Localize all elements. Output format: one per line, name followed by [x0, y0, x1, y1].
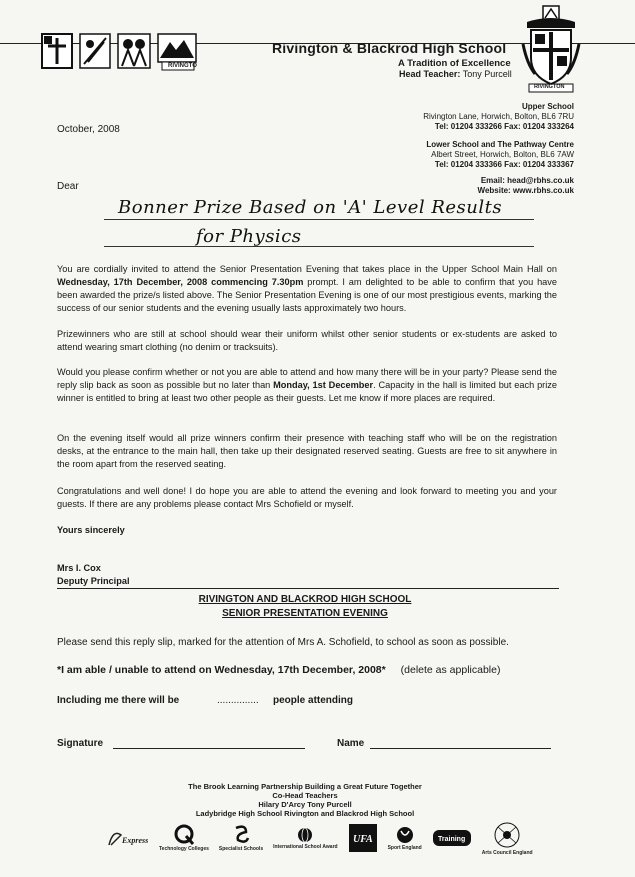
name-label: Name [337, 738, 365, 749]
invitation-text-b: prompt. I am delighted to be able to confirm that you have been awarded the prize/s listed above. The Senior Presentation Evening is one of our most prestigious events, marking the success of our senior students and the evening usually lasts approximately two hours. [57, 277, 557, 313]
training-logo-text: Training [437, 836, 465, 843]
handwritten-prize-line1: Bonner Prize Based on 'A' Level Results [118, 197, 503, 218]
prize-underline-1 [104, 219, 534, 220]
head-teacher [399, 69, 512, 79]
partner-specialist-schools [219, 824, 263, 852]
slip-title-event: SENIOR PRESENTATION EVENING [222, 608, 388, 619]
lower-school-address: Albert Street, Horwich, Bolton, BL6 7AW [431, 150, 574, 159]
reply-slip-divider [57, 588, 559, 589]
partner-ufa [348, 823, 378, 853]
paragraph-invitation [57, 263, 557, 315]
partner-arts-council [482, 820, 533, 856]
guests-label: Including me there will be [57, 695, 180, 706]
confirm-text-a: Would you please confirm whether or not you are able to attend and how many there will be in your party? Please send the reply slip back as soon as possible but no later than [57, 367, 557, 390]
name-field[interactable] [370, 748, 551, 749]
paragraph-congratulations: Congratulations and well done! I do hope you are able to attend the evening and look forward to meeting you and your guests. If there are any problems please contact Mrs Schofield or myself. [57, 486, 557, 509]
lower-school-tel: Tel: 01204 333366 Fax: 01204 333367 [434, 160, 574, 169]
arts-council-icon [490, 820, 524, 850]
shield-logo-icon [40, 32, 74, 72]
prize-underline-2 [104, 246, 534, 247]
partner-international-award [273, 826, 337, 850]
express-logo-text: Express [122, 836, 149, 845]
footer-partnership [0, 782, 610, 818]
partner-label-arts: Arts Council England [481, 850, 533, 856]
technology-colleges-icon [171, 824, 197, 846]
school-website: Website: www.rbhs.co.uk [477, 186, 574, 195]
closing: Yours sincerely [57, 525, 125, 535]
school-crest [521, 4, 581, 94]
partner-training [432, 827, 472, 849]
specialist-schools-icon [226, 824, 256, 846]
quill-logo-icon [78, 32, 112, 72]
upper-school-address: Rivington Lane, Horwich, Bolton, BL6 7RU [423, 112, 574, 121]
footer-line-coheads: Co-Head Teachers [272, 791, 338, 800]
footer-line-names: Hilary D'Arcy Tony Purcell [258, 800, 352, 809]
upper-school-heading: Upper School [521, 102, 574, 111]
school-name: Rivington & Blackrod High School [272, 40, 507, 56]
signature-field[interactable] [113, 748, 305, 749]
paragraph-evening: On the evening itself would all prize winners confirm their presence with teaching staff who will be on the registration desks, at the entrance to the main hall, then take up their designated reserved seating. Guests are free to sit anywhere in the room apart from the reserved seating. [57, 433, 557, 469]
rivington-logo [156, 32, 198, 76]
footer-line-schools: Ladybridge High School Rivington and Blackrod High School [195, 809, 415, 818]
invitation-text-a: You are cordially invited to attend the Senior Presentation Evening that takes place in the Upper School Main Hall on [57, 264, 557, 274]
paragraph-dress-code: Prizewinners who are still at school should wear their uniform whilst other senior students or ex-students are asked to attend wearing smart clothing (no denim or tracksuits). [57, 329, 557, 352]
attendance-line [57, 664, 500, 676]
training-logo-icon [432, 827, 472, 849]
partner-label-specialist: Specialist Schools [218, 846, 264, 852]
partner-sport-england [388, 825, 422, 851]
school-email: Email: head@rbhs.co.uk [480, 176, 574, 185]
partner-logos [105, 820, 533, 856]
address-block [423, 102, 574, 196]
signatory-title: Deputy Principal [57, 576, 130, 586]
partner-technology-colleges [159, 824, 209, 852]
express-logo-icon [105, 827, 149, 849]
signatory-name: Mrs I. Cox [57, 563, 101, 573]
crest-caption: RIVINGTON [534, 84, 565, 90]
signature-label: Signature [57, 738, 104, 749]
letter-date: October, 2008 [57, 124, 120, 135]
upper-school-tel: Tel: 01204 333266 Fax: 01204 333264 [434, 122, 574, 131]
crest-icon [521, 4, 581, 94]
head-teacher-label: Head Teacher: [399, 69, 461, 79]
confirm-text-b: . Capacity in the hall is limited but each prize winner is entitled to bring at least two other people as their guests. Let me know if more places are required. [57, 380, 557, 403]
confirm-deadline: Monday, 1st December [273, 380, 374, 390]
slip-title-school: RIVINGTON AND BLACKROD HIGH SCHOOL [198, 594, 412, 605]
partner-label-international: International School Award [273, 844, 338, 850]
attendance-statement: *I am able / unable to attend on Wednesday, 17th December, 2008* [57, 664, 386, 676]
partner-label-sport: Sport England [387, 845, 422, 851]
school-tagline: A Tradition of Excellence [398, 58, 511, 69]
attendance-note: (delete as applicable) [400, 664, 501, 676]
partner-express [105, 827, 149, 849]
figures-logo-icon [116, 32, 152, 72]
salutation: Dear [57, 181, 79, 192]
ufa-logo-text: UFA [352, 834, 373, 845]
handwritten-prize-line2: for Physics [196, 226, 302, 247]
header-logos [40, 32, 198, 76]
ufa-logo-icon [348, 823, 378, 853]
invitation-date: Wednesday, 17th December, 2008 commencing 7.30pm [57, 277, 304, 287]
guests-count-field[interactable]: ............... [217, 695, 259, 706]
head-teacher-name: Tony Purcell [462, 69, 512, 79]
guests-suffix: people attending [273, 695, 353, 706]
paragraph-confirm [57, 366, 557, 405]
rivington-logo-caption: RIVINGTO [168, 63, 197, 69]
lower-school-heading: Lower School and The Pathway Centre [426, 140, 574, 149]
globe-icon [293, 826, 317, 844]
footer-line-partnership: The Brook Learning Partnership Building a Great Future Together [188, 782, 422, 791]
sport-england-icon [393, 825, 417, 845]
partner-label-technology: Technology Colleges [159, 846, 209, 852]
slip-instruction: Please send this reply slip, marked for the attention of Mrs A. Schofield, to school as soon as possible. [57, 637, 509, 648]
